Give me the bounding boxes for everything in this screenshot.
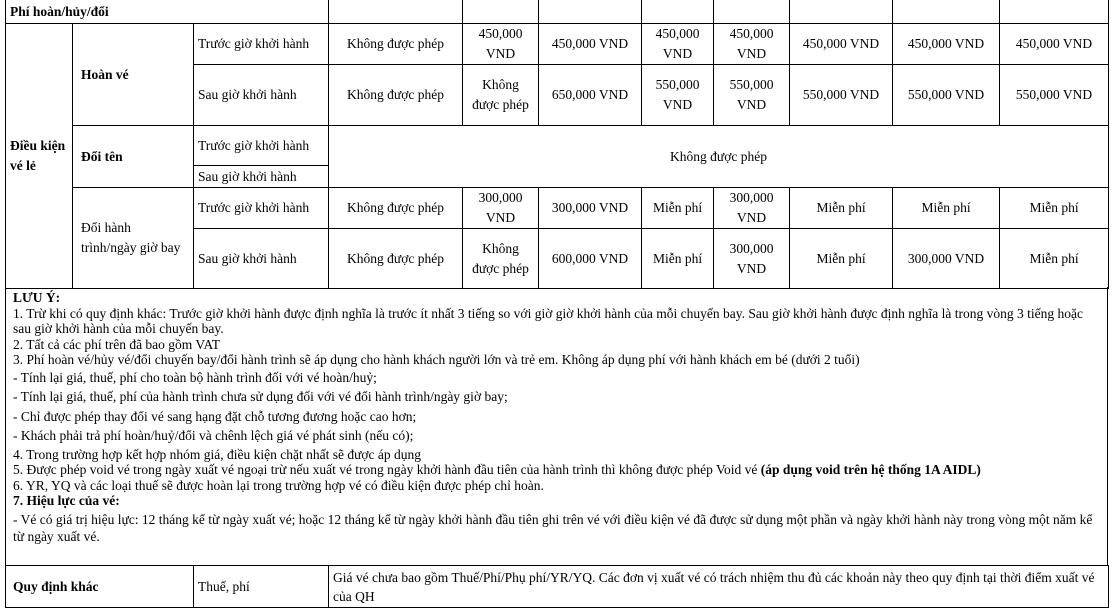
fee-cell: 650,000 VND: [539, 65, 642, 126]
fee-cell: 450,000 VND: [893, 24, 1000, 65]
time-cell: Sau giờ khởi hành: [194, 166, 329, 188]
time-cell: Sau giờ khởi hành: [194, 229, 329, 289]
fee-cell: 300,000 VND: [539, 188, 642, 229]
fee-cell: 450,000 VND: [642, 24, 714, 65]
fee-cell: 300,000 VND: [714, 229, 790, 289]
fee-cell: 550,000 VND: [893, 65, 1000, 126]
fee-cell: 550,000 VND: [642, 65, 714, 126]
other-text: Giá vé chưa bao gồm Thuế/Phí/Phụ phí/YR/YQ. Các đơn vị xuất vé có trách nhiệm thu đủ các khoản này theo quy định tại thời điểm xuất vé của QH: [329, 566, 1109, 608]
change-label: Đổi hành trình/ngày giờ bay: [73, 188, 194, 289]
note-text: 5. Được phép void vé trong ngày xuất vé ngoại trừ nếu xuất vé trong ngày khởi hành đầu tiên của hành trình thì không được phép Void vé: [13, 462, 761, 477]
fee-cell: 450,000 VND: [539, 24, 642, 65]
note-item: 2. Tất cả các phí trên đã bao gồm VAT: [13, 336, 220, 352]
fee-cell: Miễn phí: [1000, 229, 1109, 289]
fee-cell: Không được phép: [329, 24, 463, 65]
fee-cell: Không được phép: [329, 65, 463, 126]
note-item: 4. Trong trường hợp kết hợp nhóm giá, điều kiện chặt nhất sẽ được áp dụng: [13, 446, 422, 462]
time-cell: Trước giờ khởi hành: [194, 24, 329, 65]
note-item: - Chỉ được phép thay đổi vé sang hạng đặt chỗ tương đương hoặc cao hơn;: [13, 408, 417, 424]
section-title-row: [6, 0, 1109, 24]
fee-cell: 550,000 VND: [1000, 65, 1109, 126]
fee-cell: Không được phép: [329, 229, 463, 289]
notes-section: [5, 287, 1108, 565]
rename-label: Đổi tên: [73, 126, 194, 188]
time-cell: Trước giờ khởi hành: [194, 188, 329, 229]
table-row: [6, 24, 1109, 65]
fee-cell: 300,000 VND: [893, 229, 1000, 289]
note-item: 3. Phí hoàn vé/hủy vé/đổi chuyến bay/đổi hành trình sẽ áp dụng cho hành khách người lớn và trẻ em. Không áp dụng phí với hành khách em bé (dưới 2 tuổi): [13, 352, 860, 367]
other-sub: Thuế, phí: [194, 566, 329, 608]
fee-cell: 600,000 VND: [539, 229, 642, 289]
fee-cell: 450,000 VND: [790, 24, 893, 65]
fee-cell: 450,000 VND: [1000, 24, 1109, 65]
note-item: [13, 462, 1101, 478]
fee-cell: 450,000 VND: [714, 24, 790, 65]
table-row: [6, 566, 1109, 608]
note-item: 6. YR, YQ và các loại thuế sẽ được hoàn lại trong trường hợp vé có điều kiện được phép chỉ hoàn.: [13, 477, 544, 493]
other-rules-table: [5, 565, 1109, 608]
fee-cell: Miễn phí: [790, 229, 893, 289]
note-item: - Vé có giá trị hiệu lực: 12 tháng kể từ ngày xuất vé; hoặc 12 tháng kể từ ngày khởi hành đầu tiên ghi trên vé với điều kiện vé đã được sử dụng một phần và ngày khởi hành này trong vòng một năm kể từ ngày xuất vé.: [13, 511, 1093, 544]
fee-cell: Miễn phí: [642, 188, 714, 229]
group-label: Điều kiện vé lẻ: [6, 24, 73, 289]
fee-cell: 550,000 VND: [714, 65, 790, 126]
note-item: - Khách phải trả phí hoàn/huỷ/đổi và chênh lệch giá vé phát sinh (nếu có);: [13, 428, 414, 443]
note-item: - Tính lại giá, thuế, phí cho toàn bộ hành trình đối với vé hoàn/huỷ;: [13, 369, 377, 385]
fee-cell: Không được phép: [329, 188, 463, 229]
fee-cell: Không được phép: [463, 229, 539, 289]
table-row: [6, 188, 1109, 229]
refund-label: Hoàn vé: [73, 24, 194, 126]
fee-cell: 550,000 VND: [790, 65, 893, 126]
fee-cell: 300,000 VND: [714, 188, 790, 229]
time-cell: Trước giờ khởi hành: [194, 126, 329, 166]
fee-cell: 300,000 VND: [463, 188, 539, 229]
note-bold-text: (áp dụng void trên hệ thống 1A AIDL): [760, 462, 981, 477]
fee-table: [5, 0, 1109, 289]
notes-title: LƯU Ý:: [13, 290, 61, 305]
note-item: 1. Trừ khi có quy định khác: Trước giờ khởi hành được định nghĩa là trước ít nhất 3 tiếng so với giờ giờ khởi hành của mỗi chuyến bay. Sau giờ khởi hành được định nghĩa là trong vòng 3 tiếng hoặc sau giờ khởi hành của mỗi chuyến bay.: [13, 305, 1083, 336]
fee-cell: Miễn phí: [1000, 188, 1109, 229]
time-cell: Sau giờ khởi hành: [194, 65, 329, 126]
table-row: [6, 126, 1109, 166]
note-item: - Tính lại giá, thuế, phí của hành trình chưa sử dụng đối với vé đổi hành trình/ngày giờ bay;: [13, 389, 508, 404]
fee-cell: Không được phép: [463, 65, 539, 126]
note-heading: 7. Hiệu lực của vé:: [13, 493, 120, 508]
rename-value: Không được phép: [329, 126, 1109, 188]
fee-cell: Miễn phí: [893, 188, 1000, 229]
fee-cell: Miễn phí: [790, 188, 893, 229]
fee-cell: Miễn phí: [642, 229, 714, 289]
fee-cell: 450,000 VND: [463, 24, 539, 65]
section-title: Phí hoàn/hủy/đổi: [6, 0, 329, 24]
other-label: Quy định khác: [6, 566, 194, 608]
